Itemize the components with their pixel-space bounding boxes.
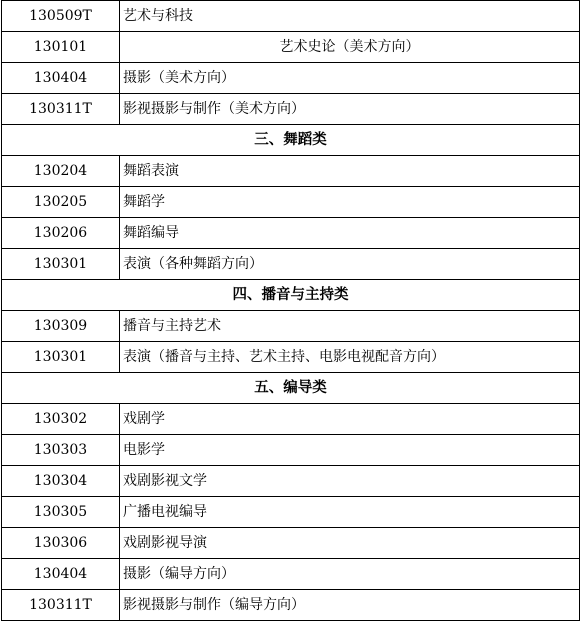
table-row [2,1,580,32]
table-row [2,156,580,187]
major-code-cell: 130306 [2,528,120,559]
table-row [2,218,580,249]
major-name-cell: 舞蹈表演 [120,156,580,187]
major-name-cell: 影视摄影与制作（美术方向） [120,94,580,125]
major-code-cell: 130309 [2,311,120,342]
major-code-cell: 130301 [2,249,120,280]
table-row [2,435,580,466]
major-name-cell: 表演（播音与主持、艺术主持、电影电视配音方向） [120,342,580,373]
table-row [2,497,580,528]
major-code-cell: 130204 [2,156,120,187]
major-name-cell: 舞蹈编导 [120,218,580,249]
major-name-cell: 舞蹈学 [120,187,580,218]
major-name-cell: 摄影（美术方向） [120,63,580,94]
section-title: 五、编导类 [2,373,580,404]
major-code-cell: 130509T [2,1,120,32]
section-title: 四、播音与主持类 [2,280,580,311]
table-row [2,342,580,373]
major-code-cell: 130301 [2,342,120,373]
table-row [2,249,580,280]
major-code-cell: 130206 [2,218,120,249]
major-name-cell: 广播电视编导 [120,497,580,528]
major-name-cell: 戏剧学 [120,404,580,435]
major-code-cell: 130304 [2,466,120,497]
major-code-cell: 130311T [2,590,120,621]
major-name-cell: 戏剧影视导演 [120,528,580,559]
major-code-cell: 130205 [2,187,120,218]
table-row [2,590,580,621]
major-table-body [2,1,580,621]
major-code-cell: 130311T [2,94,120,125]
table-row [2,404,580,435]
table-row [2,63,580,94]
major-name-cell: 艺术史论（美术方向） [120,32,580,63]
table-row [2,466,580,497]
major-table [1,0,580,621]
major-code-cell: 130101 [2,32,120,63]
table-row [2,559,580,590]
major-code-cell: 130305 [2,497,120,528]
major-name-cell: 影视摄影与制作（编导方向） [120,590,580,621]
table-row [2,311,580,342]
section-header-row [2,373,580,404]
table-row [2,32,580,63]
section-header-row [2,125,580,156]
table-row [2,528,580,559]
major-code-cell: 130302 [2,404,120,435]
major-name-cell: 戏剧影视文学 [120,466,580,497]
major-code-cell: 130404 [2,559,120,590]
table-row [2,187,580,218]
major-name-cell: 艺术与科技 [120,1,580,32]
major-name-cell: 播音与主持艺术 [120,311,580,342]
table-row [2,94,580,125]
major-name-cell: 电影学 [120,435,580,466]
major-name-cell: 表演（各种舞蹈方向） [120,249,580,280]
section-title: 三、舞蹈类 [2,125,580,156]
section-header-row [2,280,580,311]
major-code-cell: 130303 [2,435,120,466]
major-code-cell: 130404 [2,63,120,94]
major-name-cell: 摄影（编导方向） [120,559,580,590]
